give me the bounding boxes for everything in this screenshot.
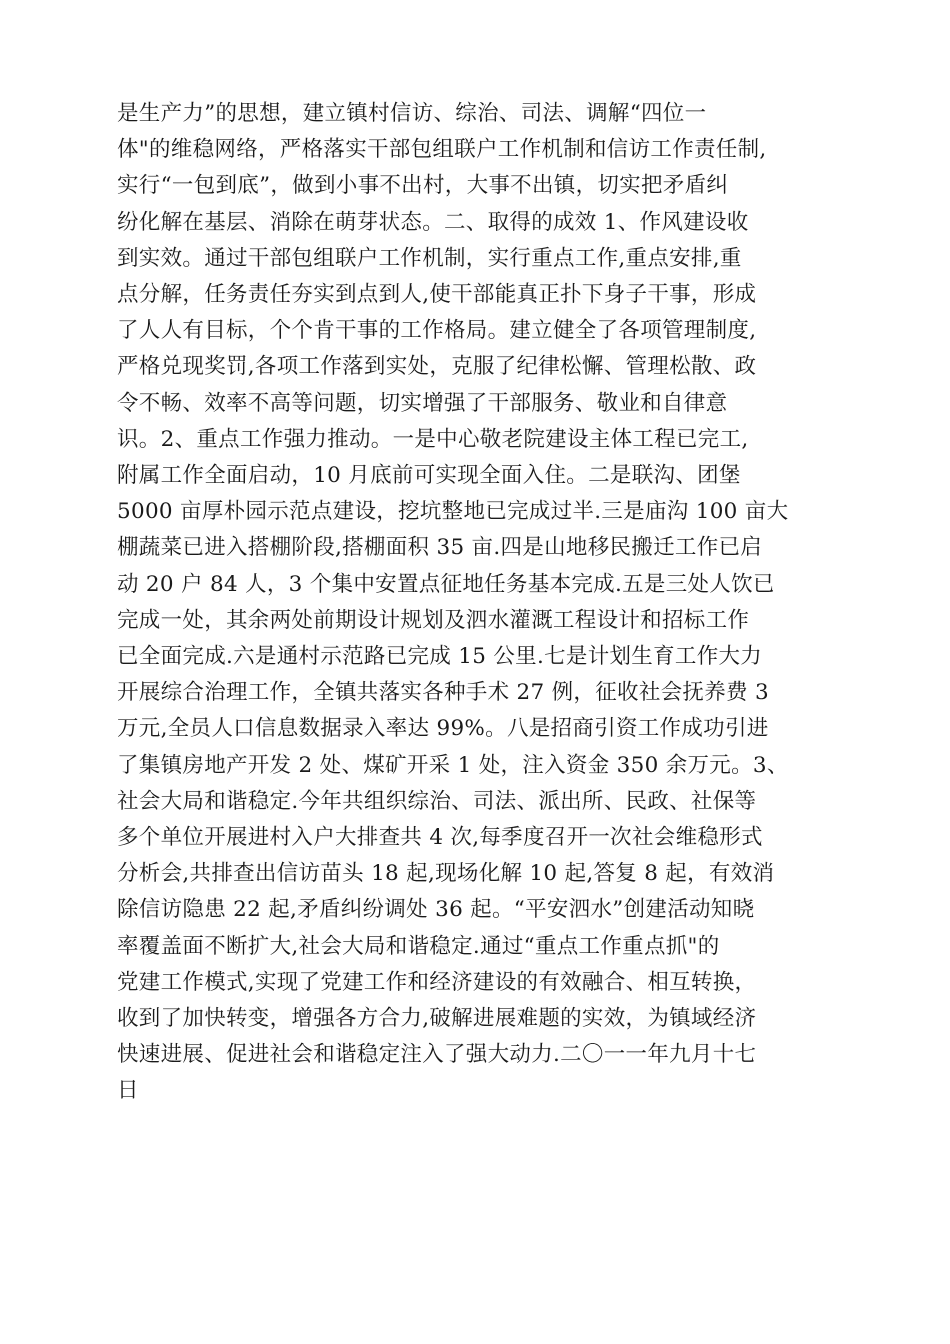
text-line: 令不畅、效率不高等问题，切实增强了干部服务、敬业和自律意 <box>117 390 728 416</box>
text-line: 完成一处，其余两处前期设计规划及泗水灌溉工程设计和招标工作 <box>117 607 750 633</box>
text-line: 快速进展、促进社会和谐稳定注入了强大动力.二〇一一年九月十七 <box>117 1042 757 1068</box>
text-line: 率覆盖面不断扩大,社会大局和谐稳定.通过“重点工作重点抓"的 <box>117 933 720 959</box>
text-line: 纷化解在基层、消除在萌芽状态。二、取得的成效 1、作风建设收 <box>117 209 749 235</box>
text-line: 严格兑现奖罚,各项工作落到实处，克服了纪律松懈、管理松散、政 <box>117 354 757 380</box>
text-line: 5000 亩厚朴园示范点建设，挖坑整地已完成过半.三是庙沟 100 亩大 <box>117 499 789 525</box>
text-line: 了人人有目标，个个肯干事的工作格局。建立健全了各项管理制度, <box>117 318 757 344</box>
text-line: 实行“一包到底”，做到小事不出村，大事不出镇，切实把矛盾纠 <box>117 173 729 199</box>
text-line: 是生产力”的思想，建立镇村信访、综治、司法、调解“四位一 <box>117 101 707 126</box>
text-line: 开展综合治理工作，全镇共落实各种手术 27 例，征收社会抚养费 3 <box>117 680 769 706</box>
text-line: 到实效。通过干部包组联户工作机制，实行重点工作,重点安排,重 <box>117 245 742 271</box>
text-line: 社会大局和谐稳定.今年共组织综治、司法、派出所、民政、社保等 <box>117 788 757 814</box>
text-line: 日 <box>117 1078 139 1104</box>
text-line: 分析会,共排查出信访苗头 18 起,现场化解 10 起,答复 8 起，有效消 <box>117 861 775 887</box>
text-line: 点分解，任务责任夯实到点到人,使干部能真正扑下身子干事，形成 <box>117 282 757 307</box>
text-line: 已全面完成.六是通村示范路已完成 15 公里.七是计划生育工作大力 <box>117 644 763 669</box>
text-line: 体"的维稳网络，严格落实干部包组联户工作机制和信访工作责任制, <box>117 137 767 163</box>
text-line: 除信访隐患 22 起,矛盾纠纷调处 36 起。“平安泗水”创建活动知晓 <box>117 897 755 923</box>
text-line: 党建工作模式,实现了党建工作和经济建设的有效融合、相互转换， <box>117 969 757 995</box>
text-line: 棚蔬菜已进入搭棚阶段,搭棚面积 35 亩.四是山地移民搬迁工作已启 <box>117 535 763 561</box>
text-line: 收到了加快转变，增强各方合力,破解进展难题的实效，为镇域经济 <box>117 1006 757 1031</box>
text-line: 万元,全员人口信息数据录入率达 99%。八是招商引资工作成功引进 <box>117 716 769 742</box>
text-line: 附属工作全面启动，10 月底前可实现全面入住。二是联沟、团堡 <box>117 463 741 488</box>
text-line: 了集镇房地产开发 2 处、煤矿开采 1 处，注入资金 350 余万元。3、 <box>117 752 789 778</box>
text-line: 识。2、重点工作强力推动。一是中心敬老院建设主体工程已完工, <box>117 426 749 452</box>
text-line: 多个单位开展进村入户大排查共 4 次,每季度召开一次社会维稳形式 <box>117 825 763 850</box>
text-line: 动 20 户 84 人，3 个集中安置点征地任务基本完成.五是三处人饮已 <box>117 571 775 597</box>
